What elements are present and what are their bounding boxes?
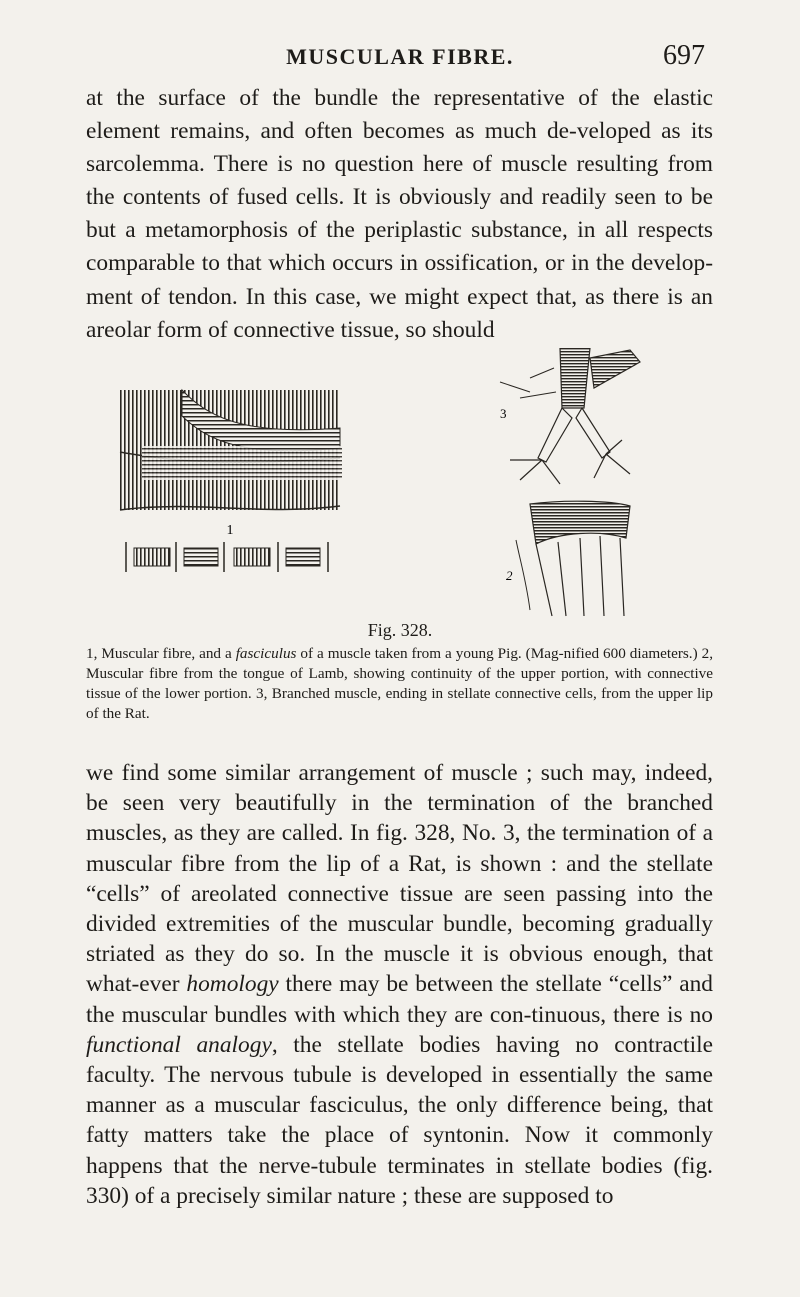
illustration-fibre-1	[112, 376, 348, 608]
paragraph-bottom	[86, 758, 713, 1211]
para2-part3: , the stellate bodies having no contractile faculty. The nervous tubule is developed in essentially the same manner as a muscular fasciculus, the only difference being, that fatty matters take the place of syntonin. Now it commonly happens that the nerve-tubule terminates in stellate bodies (fig. 330) of a precisely similar nature ; these are supposed to	[86, 1031, 713, 1209]
para2-italic-homology: homology	[186, 971, 279, 998]
illustration-branched-3	[490, 348, 650, 488]
fibre-fasciculus-drawing	[112, 376, 348, 608]
para2-part2: there may be between the stellate “cells” and the muscular bundles with which they are con-tinuous, there is no	[86, 971, 713, 1028]
illustration-fibre-2	[500, 500, 650, 620]
figure-label-3: 3	[500, 406, 507, 421]
figure-label-2: 2	[506, 568, 513, 583]
page-number: 697	[663, 40, 705, 71]
running-head	[0, 36, 800, 76]
para2-part1: we find some similar arrangement of muscle ; such may, indeed, be seen very beautifully in the termination of the branched muscles, as they are called. In fig. 328, No. 3, the termination of a muscular fibre from the lip of a Rat, is shown : and the stellate “cells” of areolated connective tissue are seen passing into the divided extremities of the muscular bundle, becoming gradually striated as they do so. In the muscle it is obvious enough, that what-ever	[86, 760, 713, 998]
figure-caption-title: Fig. 328.	[367, 620, 433, 640]
branched-muscle-drawing	[490, 348, 650, 488]
running-title: MUSCULAR FIBRE.	[286, 44, 514, 69]
paragraph-top: at the surface of the bundle the representative of the elastic element remains, and often becomes as much de-veloped as its sarcolemma. There is no question here of muscle resulting from the contents of fused cells. It is obviously and readily seen to be but a metamorphosis of the periplastic substance, in all respects comparable to that which occurs in ossification, or in the develop-ment of tendon. In this case, we might expect that, as there is an areolar form of connective tissue, so should	[86, 85, 713, 343]
legend-italic: fasciculus	[235, 645, 297, 662]
legend-text-1: 1, Muscular fibre, and a	[86, 645, 236, 662]
lamb-tongue-fibre-drawing	[500, 500, 650, 620]
legend-text-2: of a muscle taken from a young Pig. (Mag-nified 600 diameters.) 2, Muscular fibre from the tongue of Lamb, showing continuity of the upper portion, with connective tissue of the lower portion. 3, Branched muscle, ending in stellate connective cells, from the upper lip of the Rat.	[86, 645, 714, 722]
figure-label-1: 1	[226, 523, 234, 538]
figure-legend	[86, 644, 713, 724]
para2-italic-functional-analogy: functional analogy	[86, 1031, 272, 1058]
